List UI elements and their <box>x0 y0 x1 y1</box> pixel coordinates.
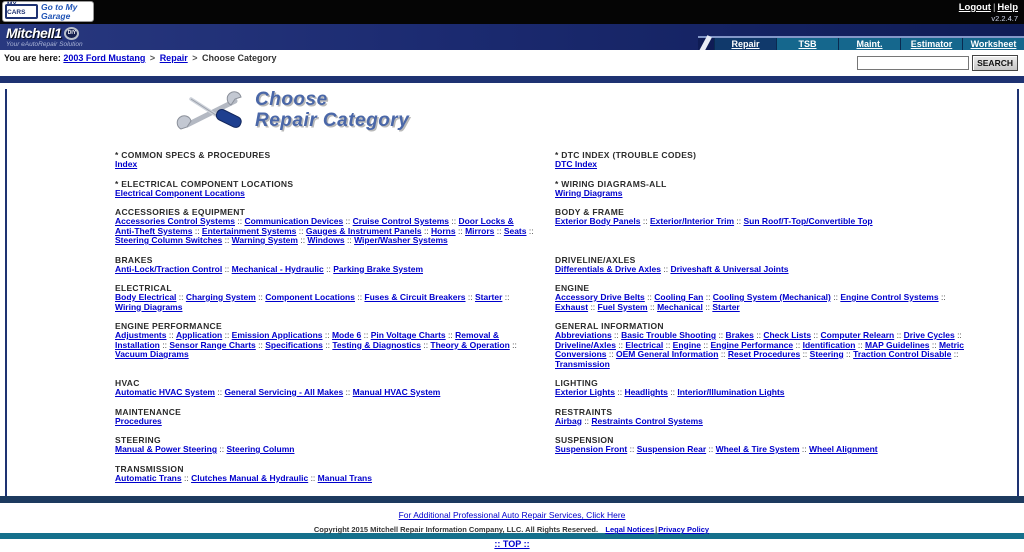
category-link[interactable]: Steering Column Switches <box>115 235 223 245</box>
category-link[interactable]: Sun Roof/T-Top/Convertible Top <box>743 216 873 226</box>
plate-text: MY CARS <box>7 1 26 16</box>
brand-logo <box>6 25 83 48</box>
link-separator: :: <box>449 216 459 226</box>
top-utility-bar <box>0 0 1024 24</box>
category-link[interactable]: Communication Devices <box>244 216 344 226</box>
category-links <box>115 417 535 427</box>
category-link[interactable]: Wiring Diagrams <box>115 301 183 312</box>
link-separator: :: <box>192 225 202 236</box>
link-separator: :: <box>343 387 353 397</box>
category-row <box>115 283 975 312</box>
category-link[interactable]: Fuses & Circuit Breakers <box>364 292 466 302</box>
category-links <box>115 445 535 455</box>
category-cell-left <box>115 435 535 455</box>
link-separator: :: <box>322 330 332 340</box>
category-heading: RESTRAINTS <box>555 406 613 417</box>
link-separator: :: <box>222 235 232 245</box>
link-separator: :: <box>526 225 534 236</box>
category-heading: GENERAL INFORMATION <box>555 321 664 331</box>
category-link[interactable]: Sensor Range Charts <box>169 339 256 350</box>
page-title-line1: Choose <box>255 89 328 110</box>
main-content <box>5 89 1019 496</box>
category-heading: TRANSMISSION <box>115 463 184 474</box>
search-box <box>855 52 1020 74</box>
link-separator: :: <box>445 330 456 340</box>
category-link[interactable]: Engine Performance <box>710 339 794 350</box>
category-link[interactable]: Interior/Illumination Lights <box>677 387 785 397</box>
category-cell-right <box>555 464 975 484</box>
link-separator: :: <box>581 415 592 426</box>
legal-notices-link[interactable]: Legal Notices <box>605 525 655 534</box>
category-cell-right <box>555 207 975 246</box>
category-link[interactable]: Warning System <box>231 235 298 245</box>
category-heading: ACCESSORIES & EQUIPMENT <box>115 207 246 217</box>
category-row <box>115 407 975 427</box>
link-separator: :: <box>217 444 227 454</box>
category-heading: * COMMON SPECS & PROCEDURES <box>115 150 271 160</box>
category-links <box>115 474 535 484</box>
category-link[interactable]: Horns <box>431 225 456 236</box>
link-separator: :: <box>716 330 726 340</box>
link-separator: :: <box>811 330 821 340</box>
brand-tagline: Your eAutoRepair Solution <box>6 41 83 48</box>
category-heading: STEERING <box>115 435 161 445</box>
category-link[interactable]: Engine Control Systems <box>840 292 939 302</box>
breadcrumb <box>4 53 277 63</box>
tab-estimator[interactable]: Estimator <box>900 38 962 50</box>
category-link[interactable]: Mechanical - Hydraulic <box>231 263 324 274</box>
category-heading: DRIVELINE/AXLES <box>555 254 636 265</box>
professional-services-link[interactable]: For Additional Professional Auto Repair Services, Click Here <box>398 510 626 520</box>
link-separator: :: <box>663 339 673 350</box>
search-input[interactable] <box>857 56 969 70</box>
link-separator: :: <box>800 349 810 359</box>
category-link[interactable]: Suspension Rear <box>636 444 707 454</box>
category-link[interactable]: Gauges & Instrument Panels <box>305 225 422 236</box>
link-separator: :: <box>255 292 266 302</box>
link-separator: :: <box>734 216 744 226</box>
link-separator: :: <box>611 330 622 340</box>
link-separator: :: <box>494 225 504 236</box>
category-link[interactable]: Procedures <box>115 415 162 426</box>
category-link[interactable]: Specifications <box>265 339 323 350</box>
link-separator: :: <box>703 292 713 302</box>
category-links <box>115 265 535 275</box>
category-links <box>115 331 535 360</box>
category-link[interactable]: MAP Guidelines <box>864 339 930 350</box>
category-links <box>555 417 975 427</box>
help-link[interactable]: Help <box>997 2 1018 13</box>
link-separator: :: <box>938 292 946 302</box>
category-link[interactable]: Driveline/Axles <box>555 339 616 350</box>
link-separator: :: <box>159 339 170 350</box>
link-separator: :: <box>718 349 728 359</box>
category-link[interactable]: Steering Column <box>226 444 295 454</box>
category-links <box>555 265 975 275</box>
category-link[interactable]: Manual & Power Steering <box>115 444 218 454</box>
category-links <box>555 331 975 369</box>
breadcrumb-link-repair[interactable]: Repair <box>159 53 188 63</box>
page-title <box>255 89 409 131</box>
category-link[interactable]: Computer Relearn <box>820 330 895 340</box>
category-link[interactable]: Entertainment Systems <box>201 225 297 236</box>
category-links <box>115 160 535 170</box>
category-link[interactable]: Wiper/Washer Systems <box>354 235 448 245</box>
category-link[interactable]: Cruise Control Systems <box>352 216 450 226</box>
content-bottom-border <box>0 496 1024 503</box>
category-row <box>115 435 975 455</box>
category-cell-right <box>555 179 975 199</box>
category-row <box>115 464 975 484</box>
category-cell-left <box>115 283 535 312</box>
diy-badge-icon: DIY <box>64 27 79 40</box>
category-link[interactable]: Abbreviations <box>555 330 612 340</box>
category-link[interactable]: Steering <box>809 349 844 359</box>
category-cell-right <box>555 321 975 369</box>
link-separator: :: <box>222 263 232 274</box>
category-link[interactable]: Exterior/Interior Trim <box>649 216 735 226</box>
category-link[interactable]: Drive Cycles <box>903 330 955 340</box>
tab-tsb[interactable]: TSB <box>776 38 838 50</box>
nav-tabs <box>698 36 1024 50</box>
category-links <box>555 388 975 398</box>
category-link[interactable]: Airbag <box>555 415 582 426</box>
category-link[interactable]: Automatic HVAC System <box>115 387 215 397</box>
category-link[interactable]: Removal & Installation <box>115 330 500 350</box>
category-link[interactable]: Fuel System <box>597 301 648 312</box>
garage-button-label: Go to My Garage <box>41 1 78 21</box>
category-heading: ENGINE <box>555 283 590 293</box>
category-link[interactable]: DTC Index <box>555 159 598 169</box>
category-links <box>555 217 975 227</box>
category-cell-right <box>555 407 975 427</box>
link-separator: :: <box>421 225 432 236</box>
link-separator: :: <box>644 292 655 302</box>
category-links <box>115 388 535 398</box>
link-separator: :: <box>420 339 431 350</box>
category-row <box>115 179 975 199</box>
category-link[interactable]: Testing & Diagnostics <box>332 339 421 350</box>
breadcrumb-link-vehicle[interactable]: 2003 Ford Mustang <box>63 53 146 63</box>
breadcrumb-separator: > <box>192 53 198 63</box>
link-separator: :: <box>606 349 616 359</box>
category-links <box>115 293 535 312</box>
footer <box>0 503 1024 549</box>
category-link[interactable]: Traction Control Disable <box>853 349 952 359</box>
link-separator: :: <box>296 225 306 236</box>
category-cell-right <box>555 255 975 275</box>
category-link[interactable]: Wiring Diagrams <box>555 187 623 198</box>
category-heading: * DTC INDEX (TROUBLE CODES) <box>555 150 697 160</box>
category-cell-right <box>555 150 975 170</box>
link-separator: :: <box>502 292 510 302</box>
footer-link-divider: | <box>655 525 658 534</box>
link-separator: :: <box>222 330 232 340</box>
link-separator: :: <box>843 349 854 359</box>
category-heading: BRAKES <box>115 254 153 265</box>
category-link[interactable]: Parking Brake System <box>333 263 424 274</box>
category-cell-left <box>115 207 535 246</box>
category-link[interactable]: OEM General Information <box>615 349 719 359</box>
category-link[interactable]: Seats <box>503 225 527 236</box>
category-link[interactable]: Cooling Fan <box>654 292 704 302</box>
category-row <box>115 378 975 398</box>
category-link[interactable]: Emission Applications <box>231 330 323 340</box>
link-separator: :: <box>830 292 841 302</box>
link-separator: :: <box>799 444 809 454</box>
category-link[interactable]: Index <box>115 159 138 169</box>
category-link[interactable]: Vacuum Diagrams <box>115 349 189 359</box>
category-link[interactable]: Accessories Control Systems <box>115 216 235 226</box>
category-link[interactable]: Driveshaft & Universal Joints <box>670 263 789 274</box>
link-separator: :: <box>615 339 626 350</box>
category-heading: * WIRING DIAGRAMS-ALL <box>555 178 667 189</box>
category-link[interactable]: Wheel & Tire System <box>715 444 800 454</box>
tab-repair[interactable]: Repair <box>714 38 776 50</box>
category-cell-left <box>115 150 535 170</box>
category-cell-left <box>115 255 535 275</box>
category-heading: ENGINE PERFORMANCE <box>115 321 222 331</box>
link-separator: :: <box>951 349 959 359</box>
link-separator: :: <box>235 216 245 226</box>
category-heading: BODY & FRAME <box>555 207 625 217</box>
category-link[interactable]: Application <box>175 330 223 340</box>
copyright-text: Copyright 2015 Mitchell Repair Information Company, LLC. All Rights Reserved. <box>313 525 599 534</box>
link-separator: :: <box>509 339 517 350</box>
category-row <box>115 150 975 170</box>
link-separator: :: <box>627 444 637 454</box>
category-link[interactable]: Engine <box>672 339 702 350</box>
link-separator: :: <box>214 387 225 397</box>
brand-nav-bar <box>0 24 1024 50</box>
category-cell-left <box>115 407 535 427</box>
category-cell-left <box>115 321 535 369</box>
privacy-policy-link[interactable]: Privacy Policy <box>658 525 710 534</box>
category-link[interactable]: Starter <box>474 292 503 302</box>
breadcrumb-row <box>0 50 1024 76</box>
link-separator: :: <box>660 263 671 274</box>
link-separator: :: <box>929 339 939 350</box>
category-link[interactable]: Exhaust <box>555 301 589 312</box>
category-link[interactable]: Body Electrical <box>115 292 177 302</box>
category-link[interactable]: Check Lists <box>763 330 812 340</box>
link-separator: :: <box>701 339 711 350</box>
category-link[interactable]: Brakes <box>725 330 754 340</box>
link-separator: :: <box>702 301 713 312</box>
brand-name: Mitchell1 <box>6 25 62 41</box>
link-separator: :: <box>344 235 355 245</box>
page-title-line2: Repair Category <box>255 110 410 131</box>
page-title-row <box>175 89 1017 141</box>
tab-maint[interactable]: Maint. <box>838 38 900 50</box>
category-cell-right <box>555 378 975 398</box>
category-link[interactable]: Pin Voltage Charts <box>370 330 446 340</box>
category-link[interactable]: Anti-Lock/Traction Control <box>115 263 223 274</box>
crossed-tools-icon <box>175 89 247 135</box>
category-heading: LIGHTING <box>555 378 599 388</box>
category-link[interactable]: Automatic Trans <box>115 472 182 483</box>
category-link[interactable]: Electrical <box>625 339 664 350</box>
category-link[interactable]: Mirrors <box>465 225 495 236</box>
category-link[interactable]: Windows <box>307 235 345 245</box>
category-link[interactable]: Reset Procedures <box>727 349 801 359</box>
app-version: v2.2.4.7 <box>991 14 1018 23</box>
category-link[interactable]: Mode 6 <box>331 330 362 340</box>
link-separator: :: <box>954 330 962 340</box>
link-separator: :: <box>647 301 658 312</box>
category-cell-right <box>555 435 975 455</box>
category-link[interactable]: Differentials & Drive Axles <box>555 263 661 274</box>
category-links <box>555 160 975 170</box>
category-heading: * ELECTRICAL COMPONENT LOCATIONS <box>115 178 294 189</box>
category-heading: SUSPENSION <box>555 435 614 445</box>
category-rows <box>115 150 975 483</box>
link-separator: :: <box>465 292 475 302</box>
category-links <box>115 217 535 246</box>
link-separator: :: <box>354 292 365 302</box>
category-link[interactable]: Theory & Operation <box>430 339 510 350</box>
category-link[interactable]: Exterior Lights <box>555 387 615 397</box>
category-link[interactable]: Accessory Drive Belts <box>555 292 645 302</box>
category-cell-left <box>115 378 535 398</box>
link-separator: :: <box>343 216 353 226</box>
my-cars-plate-icon <box>5 1 38 19</box>
category-link[interactable]: Adjustments <box>115 330 167 340</box>
category-link[interactable]: Charging System <box>185 292 256 302</box>
back-to-top-link[interactable]: :: TOP :: <box>494 539 530 549</box>
category-link[interactable]: Suspension Front <box>555 444 628 454</box>
category-link[interactable]: Electrical Component Locations <box>115 187 245 198</box>
category-link[interactable]: General Servicing - All Makes <box>224 387 344 397</box>
link-separator: :: <box>361 330 371 340</box>
link-separator: :: <box>308 472 318 483</box>
search-button[interactable]: SEARCH <box>972 55 1018 71</box>
category-link[interactable]: Cooling System (Mechanical) <box>712 292 831 302</box>
breadcrumb-separator: > <box>149 53 156 63</box>
category-link[interactable]: Component Locations <box>265 292 355 302</box>
logout-link[interactable]: Logout <box>958 2 991 13</box>
tab-worksheet[interactable]: Worksheet <box>962 38 1024 50</box>
link-separator: :: <box>894 330 904 340</box>
category-link[interactable]: Starter <box>712 301 740 312</box>
category-link[interactable]: Metric Conversions <box>555 339 964 359</box>
link-separator: :: <box>322 339 333 350</box>
category-link[interactable]: Wheel Alignment <box>808 444 878 454</box>
link-separator: :: <box>176 292 186 302</box>
link-separator: :: <box>753 330 764 340</box>
content-top-border <box>0 76 1024 83</box>
category-link[interactable]: Transmission <box>555 358 610 369</box>
link-separator: :: <box>297 235 308 245</box>
breadcrumb-label: You are here: <box>4 53 61 63</box>
link-separator: :: <box>181 472 192 483</box>
breadcrumb-current: Choose Category <box>202 53 277 63</box>
link-separator: :: <box>640 216 650 226</box>
link-separator: :: <box>855 339 865 350</box>
category-link[interactable]: Door Locks & Anti-Theft Systems <box>115 216 514 236</box>
link-separator: :: <box>455 225 466 236</box>
category-link[interactable]: Mechanical <box>657 301 703 312</box>
link-separator: :: <box>323 263 334 274</box>
category-heading: ELECTRICAL <box>115 283 172 293</box>
category-link[interactable]: Basic Trouble Shooting <box>621 330 717 340</box>
link-separator: :: <box>588 301 598 312</box>
category-cell-left <box>115 179 535 199</box>
category-row <box>115 207 975 246</box>
category-link[interactable]: Manual Trans <box>317 472 372 483</box>
link-separator: :: <box>255 339 266 350</box>
category-cell-right <box>555 283 975 312</box>
category-link[interactable]: Clutches Manual & Hydraulic <box>191 472 309 483</box>
category-row <box>115 321 975 369</box>
category-link[interactable]: Exterior Body Panels <box>555 216 641 226</box>
link-divider: | <box>992 2 996 13</box>
category-link[interactable]: Headlights <box>624 387 668 397</box>
category-links <box>555 293 975 312</box>
link-separator: :: <box>706 444 716 454</box>
category-heading: MAINTENANCE <box>115 406 182 417</box>
category-links <box>555 445 975 455</box>
category-link[interactable]: Identification <box>802 339 856 350</box>
category-cell-left <box>115 464 535 484</box>
category-link[interactable]: Restraints Control Systems <box>591 415 703 426</box>
link-separator: :: <box>614 387 625 397</box>
category-row <box>115 255 975 275</box>
link-separator: :: <box>793 339 803 350</box>
category-links <box>555 189 975 199</box>
category-links <box>115 189 535 199</box>
link-separator: :: <box>667 387 678 397</box>
go-to-my-garage-button[interactable] <box>2 1 94 22</box>
category-heading: HVAC <box>115 378 140 388</box>
link-separator: :: <box>166 330 176 340</box>
category-link[interactable]: Manual HVAC System <box>352 387 441 397</box>
